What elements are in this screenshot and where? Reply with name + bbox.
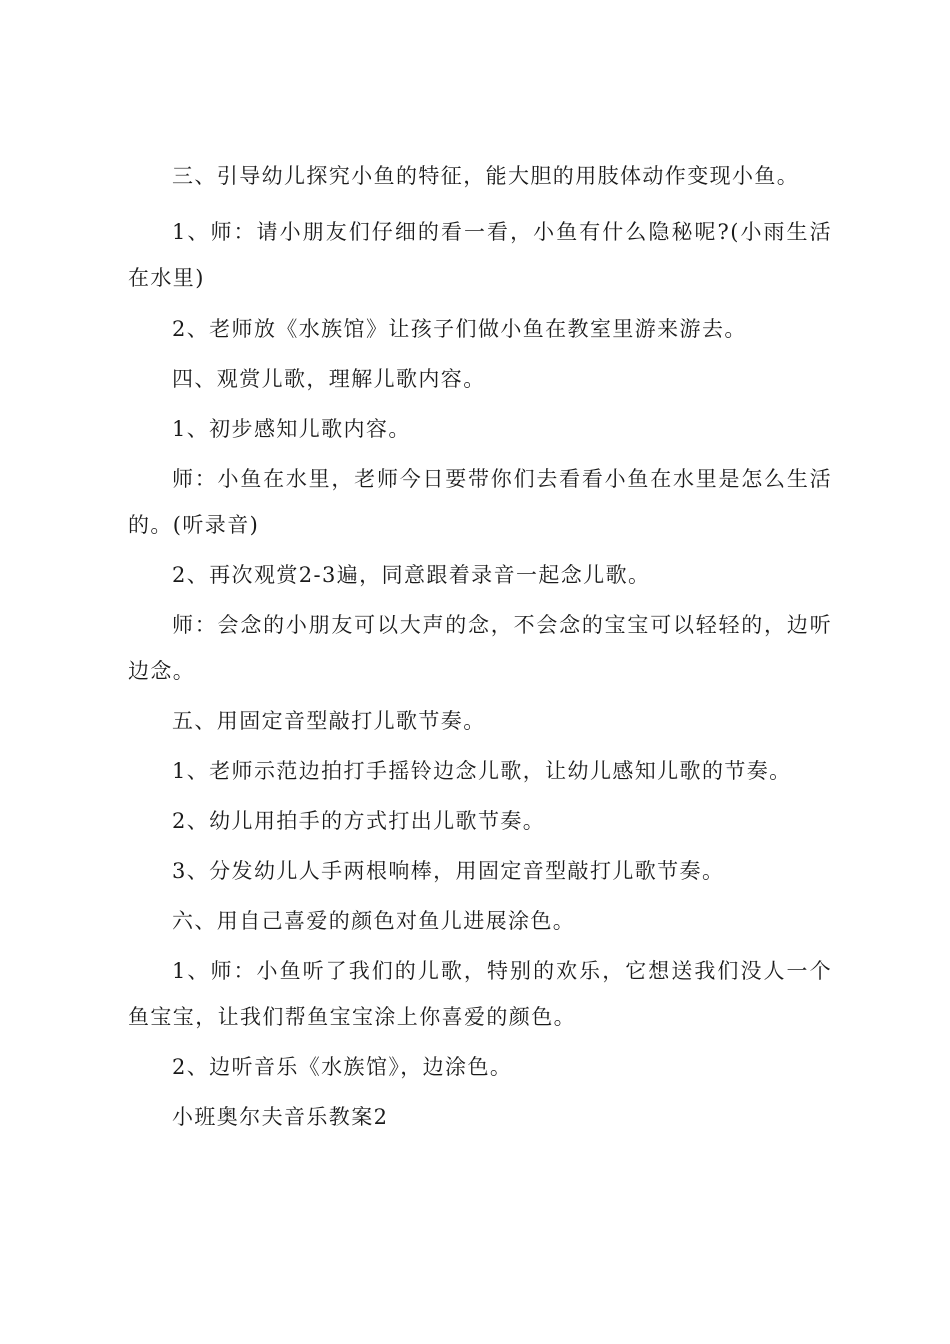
paragraph: 师：小鱼在水里，老师今日要带你们去看看小鱼在水里是怎么生活的。(听录音) bbox=[128, 467, 832, 537]
section-heading: 五、用固定音型敲打儿歌节奏。 bbox=[172, 709, 486, 733]
document-body bbox=[128, 161, 832, 1152]
paragraph: 2、边听音乐《水族馆》，边涂色。 bbox=[172, 1055, 513, 1079]
paragraph: 2、老师放《水族馆》让孩子们做小鱼在教室里游来游去。 bbox=[172, 317, 747, 341]
section-heading: 六、用自己喜爱的颜色对鱼儿进展涂色。 bbox=[172, 909, 576, 933]
paragraph: 2、幼儿用拍手的方式打出儿歌节奏。 bbox=[172, 809, 546, 833]
paragraph: 1、老师示范边拍打手摇铃边念儿歌，让幼儿感知儿歌的节奏。 bbox=[172, 759, 792, 783]
paragraph: 1、师：请小朋友们仔细的看一看，小鱼有什么隐秘呢?(小雨生活在水里) bbox=[128, 220, 832, 290]
paragraph: 2、再次观赏2-3遍，同意跟着录音一起念儿歌。 bbox=[172, 563, 651, 587]
paragraph: 3、分发幼儿人手两根响棒，用固定音型敲打儿歌节奏。 bbox=[172, 859, 725, 883]
lesson-title: 小班奥尔夫音乐教案2 bbox=[172, 1105, 389, 1129]
section-heading: 四、观赏儿歌，理解儿歌内容。 bbox=[172, 367, 486, 391]
section-heading: 三、引导幼儿探究小鱼的特征，能大胆的用肢体动作变现小鱼。 bbox=[172, 164, 800, 188]
paragraph: 1、师：小鱼听了我们的儿歌，特别的欢乐，它想送我们没人一个鱼宝宝，让我们帮鱼宝宝涂上你喜爱的颜色。 bbox=[128, 959, 832, 1029]
paragraph: 1、初步感知儿歌内容。 bbox=[172, 417, 411, 441]
paragraph: 师：会念的小朋友可以大声的念，不会念的宝宝可以轻轻的，边听边念。 bbox=[128, 613, 832, 683]
